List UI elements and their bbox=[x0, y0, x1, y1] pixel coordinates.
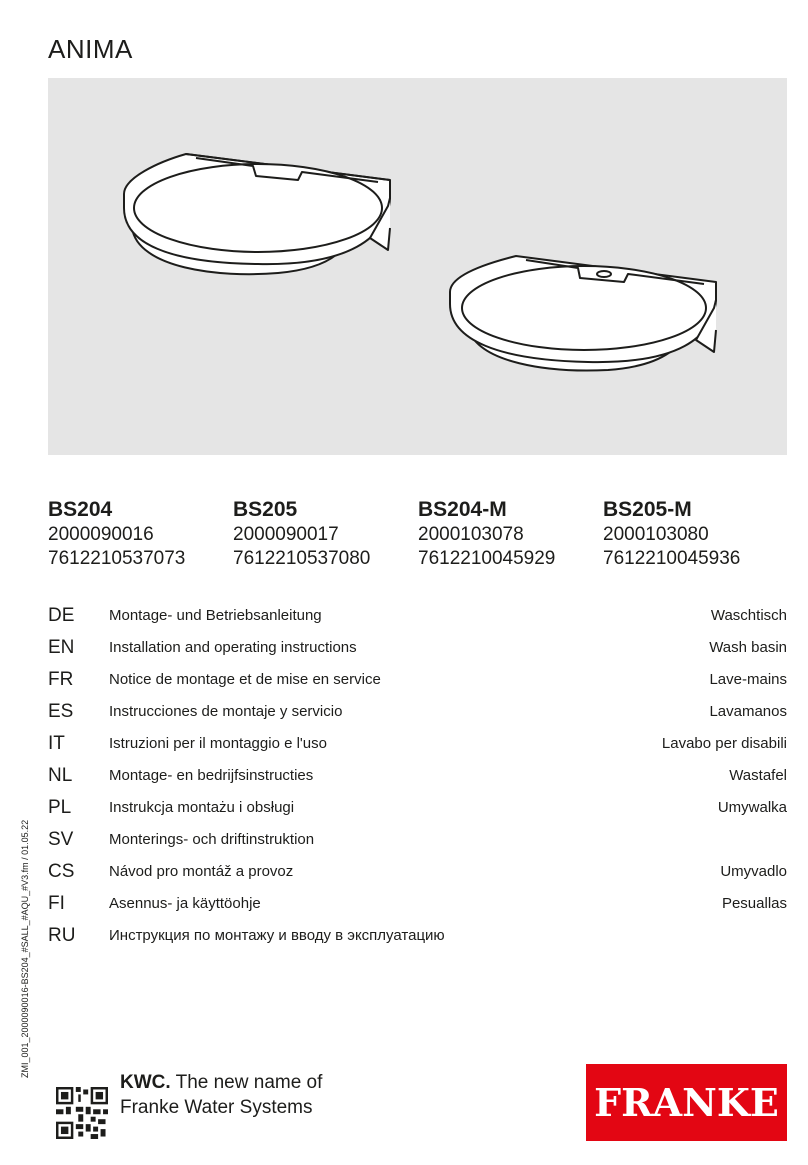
manual-title: Montage- und Betriebsanleitung bbox=[109, 607, 322, 624]
language-code: FR bbox=[48, 669, 74, 690]
wash-basins-drawing bbox=[48, 78, 787, 455]
language-code: ES bbox=[48, 701, 74, 722]
manual-title: Montage- en bedrijfsinstructies bbox=[109, 767, 314, 784]
language-row-nl bbox=[48, 765, 787, 797]
document-title: ANIMA bbox=[48, 34, 133, 64]
manual-title: Instrucciones de montaje y servicio bbox=[109, 703, 343, 720]
ean-number: 7612210537080 bbox=[233, 548, 371, 569]
language-row-it bbox=[48, 733, 787, 765]
kwc-note bbox=[120, 1070, 322, 1120]
language-row-de bbox=[48, 605, 787, 637]
product-illustration bbox=[48, 78, 787, 455]
kwc-line-2: Franke Water Systems bbox=[120, 1097, 313, 1118]
language-row-cs bbox=[48, 861, 787, 893]
language-code: EN bbox=[48, 637, 75, 658]
basin-2-tap-hole bbox=[597, 271, 611, 277]
model-bs205 bbox=[233, 497, 370, 571]
product-type: Waschtisch bbox=[710, 607, 787, 624]
ean-number: 7612210045936 bbox=[603, 548, 741, 569]
model-name: BS205 bbox=[233, 498, 298, 521]
language-code: FI bbox=[48, 893, 65, 914]
language-code: PL bbox=[48, 797, 72, 818]
language-code: IT bbox=[48, 733, 65, 754]
kwc-line-1: The new name of bbox=[175, 1072, 323, 1093]
article-number: 2000103078 bbox=[418, 524, 524, 545]
product-type: Umywalka bbox=[717, 799, 787, 816]
language-code: NL bbox=[48, 765, 73, 786]
article-number: 2000103080 bbox=[603, 524, 709, 545]
file-reference: ZMI_001_2000090016-BS204_#SALL_#AQU_#V3.fm / 01.05.22 bbox=[20, 819, 30, 1078]
product-type: Lave-mains bbox=[709, 671, 787, 688]
model-name: BS205-M bbox=[603, 498, 692, 521]
model-name: BS204 bbox=[48, 498, 113, 521]
article-number: 2000090017 bbox=[233, 524, 339, 545]
ean-number: 7612210537073 bbox=[48, 548, 186, 569]
language-row-fi bbox=[48, 893, 787, 925]
kwc-brand: KWC. bbox=[120, 1072, 171, 1093]
language-row-en bbox=[48, 637, 787, 669]
language-code: RU bbox=[48, 925, 76, 946]
language-code: DE bbox=[48, 605, 75, 626]
language-row-es bbox=[48, 701, 787, 733]
ean-number: 7612210045929 bbox=[418, 548, 556, 569]
product-type: Lavabo per disabili bbox=[661, 735, 787, 752]
manual-title: Installation and operating instructions bbox=[109, 639, 357, 656]
manual-title: Instrukcja montażu i obsługi bbox=[109, 799, 295, 816]
manual-title: Monterings- och driftinstruktion bbox=[109, 831, 315, 848]
manual-title: Istruzioni per il montaggio e l'uso bbox=[109, 735, 327, 752]
article-number: 2000090016 bbox=[48, 524, 154, 545]
language-code: SV bbox=[48, 829, 74, 850]
model-bs204 bbox=[48, 497, 185, 571]
product-type: Umyvadlo bbox=[720, 863, 787, 880]
language-row-fr bbox=[48, 669, 787, 701]
model-bs204-m bbox=[418, 497, 555, 571]
model-bs205-m bbox=[603, 497, 740, 571]
language-row-ru bbox=[48, 925, 787, 957]
language-row-pl bbox=[48, 797, 787, 829]
manual-title: Инструкция по монтажу и вводу в эксплуатацию bbox=[109, 927, 445, 944]
franke-logo: FRANKE bbox=[586, 1064, 787, 1141]
product-type: Pesuallas bbox=[721, 895, 787, 912]
language-row-sv bbox=[48, 829, 787, 861]
qr-code-icon bbox=[56, 1087, 108, 1139]
language-code: CS bbox=[48, 861, 75, 882]
manual-title: Notice de montage et de mise en service bbox=[109, 671, 381, 688]
product-type: Wash basin bbox=[709, 639, 787, 656]
manual-title: Asennus- ja käyttöohje bbox=[109, 895, 261, 912]
model-name: BS204-M bbox=[418, 498, 507, 521]
product-type: Lavamanos bbox=[709, 703, 787, 720]
manual-title: Návod pro montáž a provoz bbox=[109, 863, 294, 880]
product-type: Wastafel bbox=[729, 767, 787, 784]
